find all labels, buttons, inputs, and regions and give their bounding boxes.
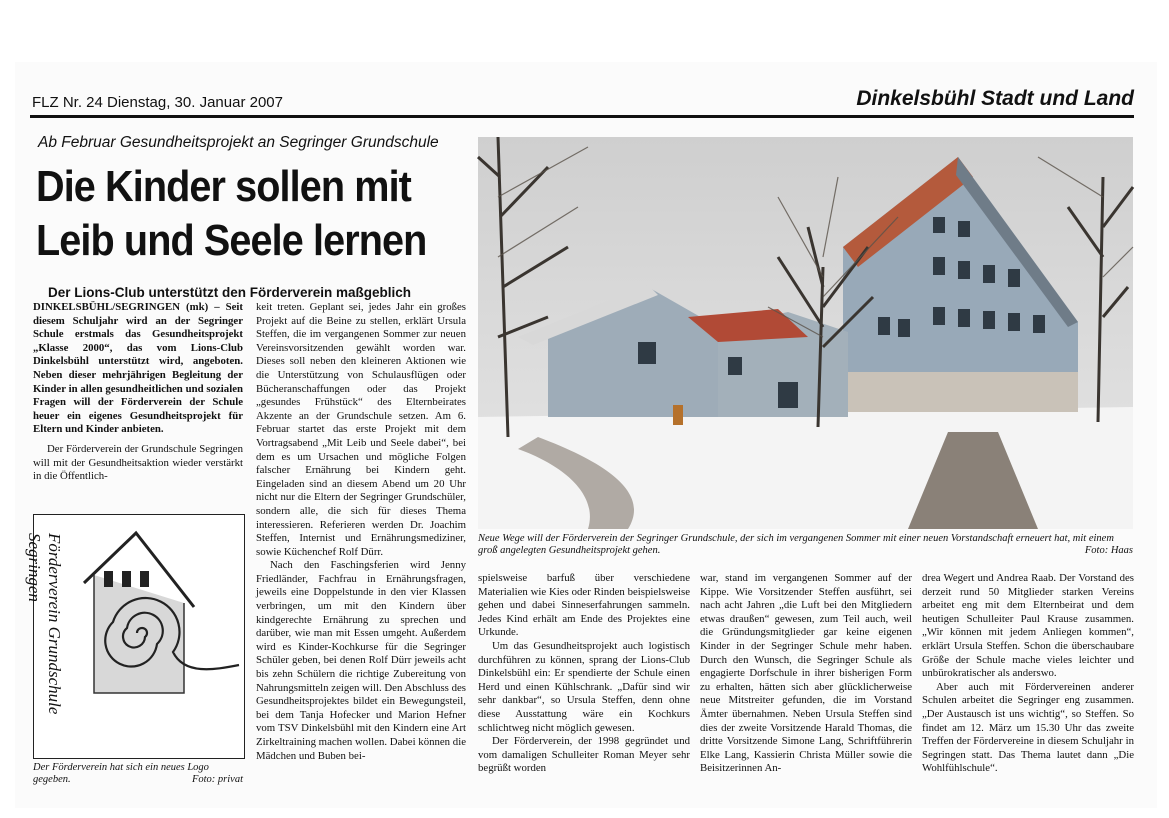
column-3 [478, 572, 690, 776]
logo-text: Förderverein Grundschule Segringen [25, 533, 64, 715]
house-spiral-logo [25, 515, 244, 758]
paragraph: Der Förderverein der Grundschule Segringen will mit der Gesundheitsaktion wieder verstärkt in die Öffentlich- [33, 442, 243, 483]
paragraph: drea Wegert und Andrea Raab. Der Vorstand des derzeit rund 50 Mitglieder starken Vereins arbeitet eng mit dem Elternbeirat und dem heutigen Schulleiter Paul Krause zusammen. „Wir können mit jedem Anliegen kommen“, erklärt Ursula Steffen. Schon die überschaubare Größe der Schule mache vieles leichter und unbürokratischer als anderswo. [922, 572, 1134, 680]
headline-line-1: Die Kinder sollen mit [36, 162, 411, 211]
column-2 [256, 301, 466, 763]
headline-line-2: Leib und Seele lernen [36, 216, 427, 265]
photo-credit: Foto: Haas [1084, 545, 1133, 556]
school-photo [478, 137, 1133, 529]
column-1 [33, 301, 243, 484]
paragraph: war, stand im vergangenen Sommer auf der Kippe. Wie Vorsitzender Steffen ausführt, sei nach acht Jahren „die Luft bei den Mitgliedern etwas draußen“ gewesen, zum Teil auch, weil die Gründungsmitglieder gar keine eigenen Kinder in der Segringer Schule mehr haben. Durch den Wunsch, die Segringer Schule als engagierte Dorfschule in ihrer bisherigen Form zu erhalten, hätten sich aber glücklicherweise neue Mitstreiter gefunden, die im Vorstand Ämter übernahmen. Neben Ursula Steffen sind dies der zweite Vorsitzende Harald Thomas, die dritte Vorsitzende Simone Lang, Schriftführerin Elke Lang, Kassierin Christa Müller sowie die Beisitzerinnen An- [700, 572, 912, 775]
section-title: Dinkelsbühl Stadt und Land [856, 87, 1134, 110]
paragraph: Der Förderverein, der 1998 gegründet und vom damaligen Schulleiter Roman Meyer sehr begrüßt worden [478, 735, 690, 775]
paragraph: keit treten. Geplant sei, jedes Jahr ein großes Projekt auf die Beine zu stellen, erklärt Ursula Steffen, die im vergangenen Sommer zur neuen Vereinsvorsitzenden gewählt worden war. Dieses soll neben den kleineren Aktionen wie die Unterstützung von Schulausflügen oder Bücheranschaffungen oder das Projekt „gesundes Frühstück“ des Elternbeirates Akzente an der Grundschule setzen. Am 6. Februar startet das erste Projekt mit dem Vortragsabend „Mit Leib und Seele dabei“, bei dem es um Ursachen und mögliche Folgen falscher Ernährung bei Kindern geht. Eingeladen sind an diesem Abend um 20 Uhr nicht nur die Eltern der Segringer Grundschüler, sondern alle, die sich für dieses Thema interessieren. Referieren werden Dr. Joachim Steffen, Internist und Ernährungsmediziner, sowie Küchenchef Rolf Dürr. [256, 301, 466, 558]
article-headline [36, 160, 432, 268]
header-rule [30, 115, 1134, 118]
paragraph: Um das Gesundheitsprojekt auch logistisch durchführen zu können, sprang der Lions-Club Dinkelsbühl ein: Er spendierte der Schule einen Herd und einen Kühlschrank. „Dafür sind wir sehr dankbar“, so Ursula Steffen, denn ohne diese Ausstattung wäre ein Kochkurs schlichtweg nicht möglich gewesen. [478, 639, 690, 734]
logo-caption-text: Der Förderverein hat sich ein neues Logo gegeben. [33, 762, 209, 785]
article-kicker: Ab Februar Gesundheitsprojekt an Segringer Grundschule [38, 134, 439, 151]
photo-caption-text: Neue Wege will der Förderverein der Segringer Grundschule, der sich im vergangenen Sommer mit einer neuen Vorstandschaft erneuert hat, mit einem groß angelegten Gesundheitsprojekt gehen. [478, 533, 1114, 556]
paragraph: spielsweise barfuß über verschiedene Materialien wie Kies oder Rinden beispielsweise gehen und dabei Sinneserfahrungen sammeln. Jedes Kind erhält am Ende des Projektes eine Urkunde. [478, 572, 690, 639]
photo-caption [478, 533, 1133, 557]
article-subhead: Der Lions-Club unterstützt den Förderverein maßgeblich [48, 285, 412, 300]
lead-paragraph: DINKELSBÜHL/SEGRINGEN (mk) – Seit diesem Schuljahr wird an der Segringer Schule erstmals das Gesundheitsprojekt „Klasse 2000“, das vom Lions-Club Dinkelsbühl unterstützt wird, angeboten. Neben dieser mehrjährigen Begleitung der Kinder in allen gesundheitlichen und sozialen Fragen will der Förderverein der Schule heuer ein eigenes Gesundheitsprojekt für Eltern und Kinder anbieten. [33, 301, 243, 436]
school-building-photo [478, 137, 1133, 529]
issue-line: FLZ Nr. 24 Dienstag, 30. Januar 2007 [32, 94, 283, 111]
logo-image [25, 514, 245, 759]
logo-caption [33, 762, 243, 786]
column-4 [700, 572, 912, 776]
column-5 [922, 572, 1134, 776]
paragraph: Aber auch mit Fördervereinen anderer Schulen arbeitet die Segringer eng zusammen. „Der Austausch ist uns wichtig“, so Steffen. So findet am 12. März um 15.30 Uhr das zweite Treffen der Fördervereine in diesem Schuljahr in Segringen statt. Das Thema lautet dann „Die Wohlfühlschule“. [922, 680, 1134, 775]
paragraph: Nach den Faschingsferien wird Jenny Friedländer, Fachfrau in Ernährungsfragen, jeweils eine Doppelstunde in den vier Klassen verbringen, um mit den Kindern über kindgerechte Ernährung zu sprechen und darüber, wie man mit Essen umgeht. Außerdem wird es Kinder-Kochkurse für die Segringer Schüler geben, bei denen Rolf Dürr jeweils acht bis zehn Schülern die richtige Zubereitung von Nahrungsmitteln zeigen will. Den Abschluss des Gesundheitsprojektes bildet ein Bewegungsteil, bei dem Tanja Hofecker und Marion Hefner vom TSV Dinkelsbühl mit den Kindern eine Art Zirkeltraining machen wollen. Dabei können die Mädchen und Buben bei- [256, 559, 466, 762]
logo-credit: Foto: privat [191, 774, 243, 785]
